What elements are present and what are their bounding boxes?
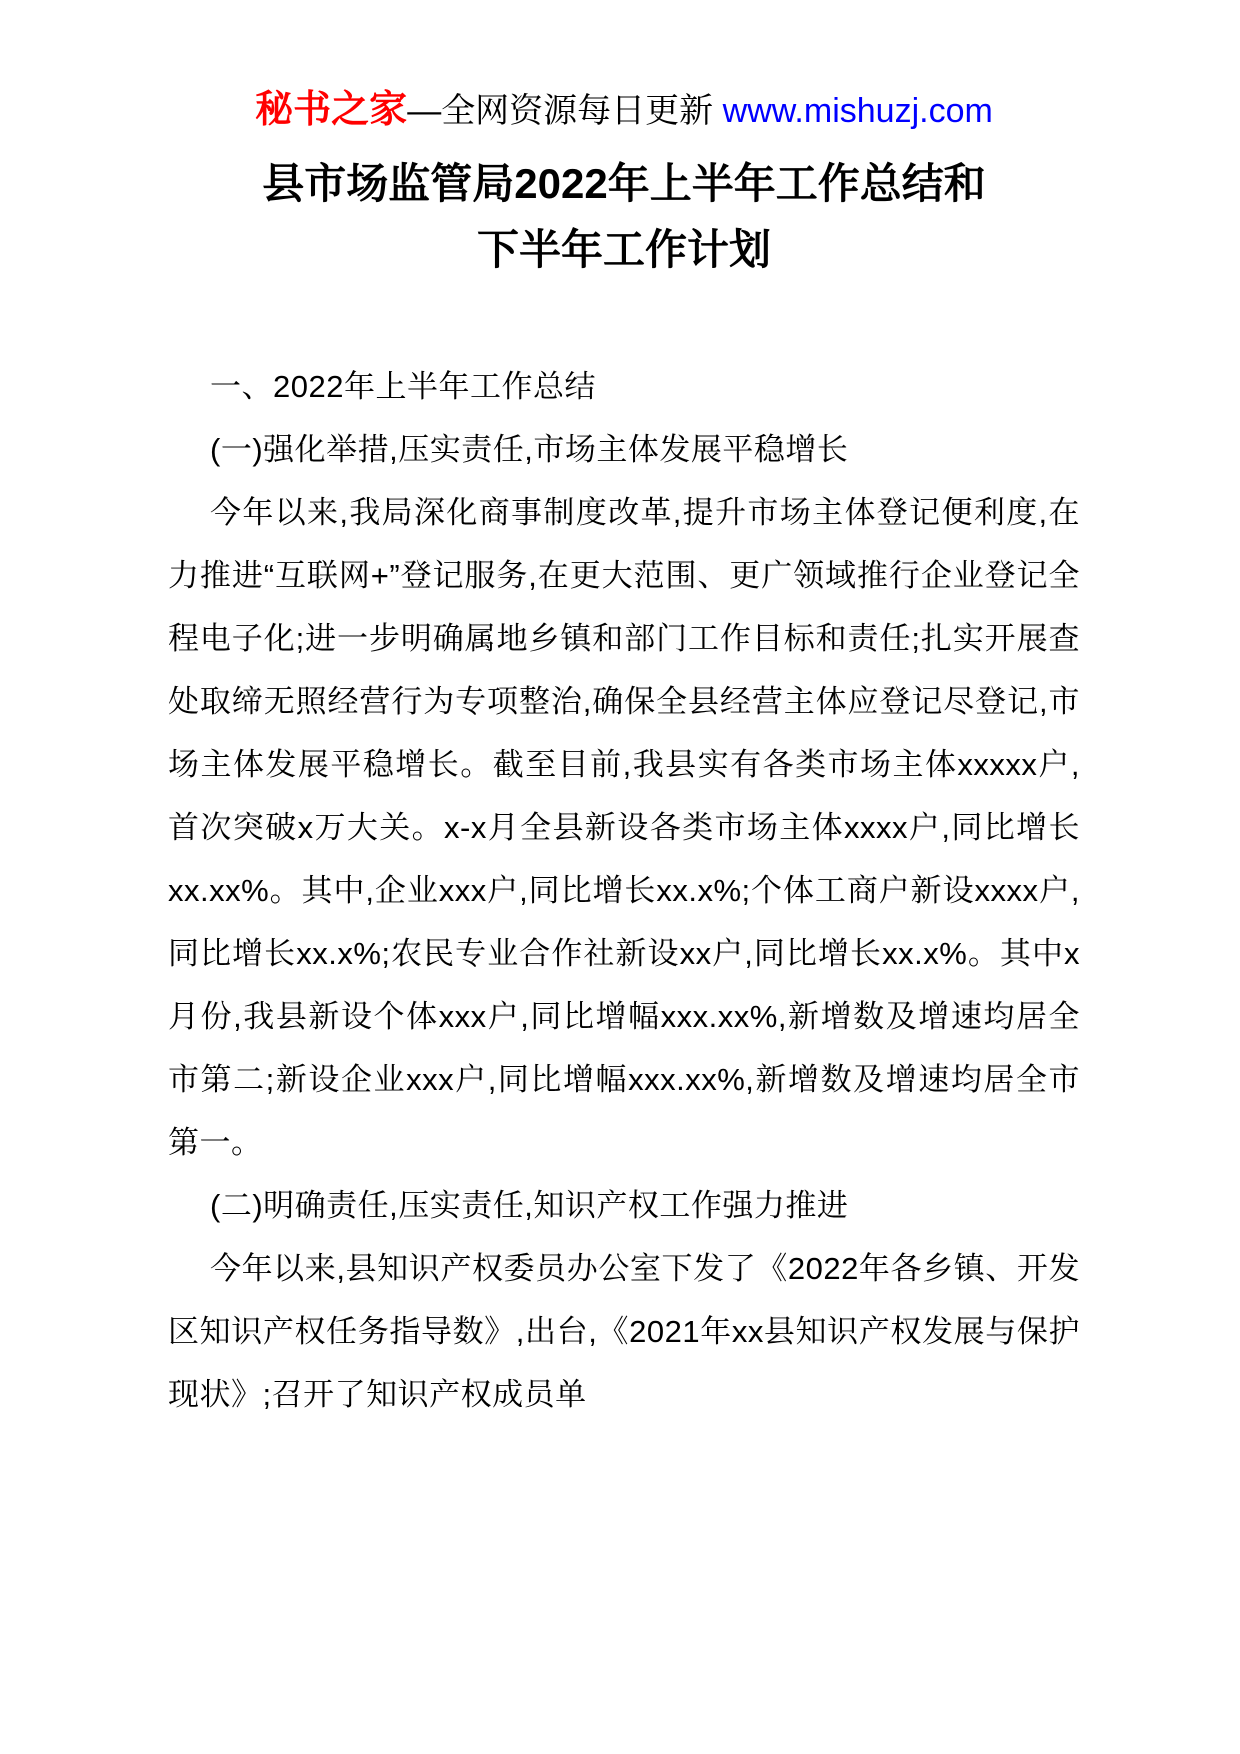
document-body [168,355,1080,1426]
section-heading: 一、2022年上半年工作总结 [210,369,596,404]
document-title-line-1: 县市场监管局2022年上半年工作总结和 [262,160,986,207]
document-title [168,151,1080,283]
body-paragraph-1: 今年以来,我局深化商事制度改革,提升市场主体登记便利度,在力推进“互联网+”登记服务,在更大范围、更广领域推行企业登记全程电子化;进一步明确属地乡镇和部门工作目标和责任;扎实开展查处取缔无照经营行为专项整治,确保全县经营主体应登记尽登记,市场主体发展平稳增长。截至目前,我县实有各类市场主体xxxxx户,首次突破x万大关。x-x月全县新设各类市场主体xxxx户,同比增长xx.xx%。其中,企业xxx户,同比增长xx.x%;个体工商户新设xxxx户,同比增长xx.x%;农民专业合作社新设xx户,同比增长xx.x%。其中x月份,我县新设个体xxx户,同比增幅xxx.xx%,新增数及增速均居全市第二;新设企业xxx户,同比增幅xxx.xx%,新增数及增速均居全市第一。 [168,495,1080,1160]
site-tagline: —全网资源每日更新 [407,92,723,130]
sub-heading-2: (二)明确责任,压实责任,知识产权工作强力推进 [210,1188,849,1223]
document-title-line-2: 下半年工作计划 [476,226,771,273]
body-paragraph-2: 今年以来,县知识产权委员办公室下发了《2022年各乡镇、开发区知识产权任务指导数》,出台,《2021年xx县知识产权发展与保护现状》;召开了知识产权成员单 [168,1251,1080,1412]
site-url-link[interactable]: www.mishuzj.com [722,92,993,130]
site-brand: 秘书之家 [255,89,408,131]
sub-heading-1: (一)强化举措,压实责任,市场主体发展平稳增长 [210,432,849,467]
site-header [168,88,1080,133]
